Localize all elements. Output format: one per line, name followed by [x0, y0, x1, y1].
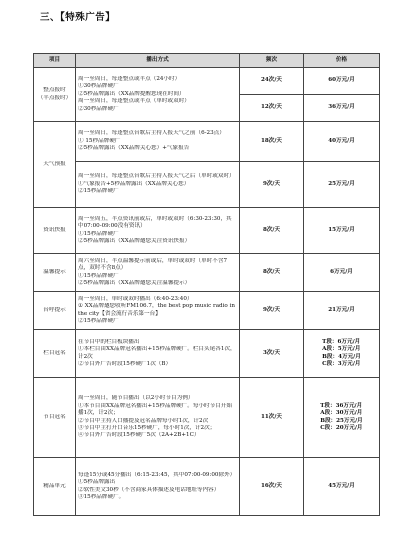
row-price: 60万元/月	[304, 68, 380, 95]
row-broadcast-method: 在节目中的栏目板块播出 ①本栏目由XX品牌冠名播出+15秒品牌硬广。栏目头尾各1次，计2次 ②节目外广告时段15秒硬广1次（B）	[76, 330, 240, 378]
row-item: 台呼提示	[34, 292, 76, 330]
row-item: 整点报时 （半点报时）	[34, 68, 76, 122]
row-item: 天气预报	[34, 122, 76, 208]
row-price: 15万元/月	[304, 208, 380, 254]
row-item: 精品单元	[34, 458, 76, 516]
row-frequency: 12次/天	[240, 95, 304, 122]
table-row	[34, 162, 380, 208]
row-item: 节目冠名	[34, 378, 76, 458]
row-price: T段：36万元/月 A段：30万元/月 B段：25万元/月 C段：20万元/月	[304, 378, 380, 458]
row-broadcast-method: 周一至周日，每逢整点台歌后主持人报天气之后（单时或双时） ①气象报告+5秒品牌露出（XX品牌关心您） ②15秒品牌硬广	[76, 162, 240, 208]
row-frequency: 8次/天	[240, 254, 304, 292]
row-item: 栏目冠名	[34, 330, 76, 378]
row-frequency: 24次/天	[240, 68, 304, 95]
table-row	[34, 254, 380, 292]
row-price: 40万元/月	[304, 122, 380, 162]
header-broadcast-method: 播出方式	[76, 54, 240, 68]
row-broadcast-method: 周一至周日，每逢整点台歌后主持人报天气之前（6-23点） ① 15秒品牌硬广 ②5秒品牌露出（XX品牌关心您）+气象报告	[76, 122, 240, 162]
row-price: 45万元/月	[304, 458, 380, 516]
header-item: 项目	[34, 54, 76, 68]
row-frequency: 9次/天	[240, 292, 304, 330]
row-price: 36万元/月	[304, 95, 380, 122]
row-price: 21万元/月	[304, 292, 380, 330]
table-row	[34, 208, 380, 254]
table-row	[34, 292, 380, 330]
row-frequency: 16次/天	[240, 458, 304, 516]
table-row	[34, 68, 380, 95]
row-broadcast-method: 周一至周日，单时或双时播出（6:40-23:40） ① XX品牌邀您收听FM106.7，the best pop music radio in the city【省会流行音乐第一台】 ②15秒品牌硬广	[76, 292, 240, 330]
row-frequency: 3次/天	[240, 330, 304, 378]
table-row	[34, 330, 380, 378]
row-broadcast-method: 周一至周日，每逢整点或半点（24小时） ①30秒品牌硬广 ②5秒品牌露出（XX品牌提醒您现在时间） 周一至周日，每逢整点或半点（单时或双时） ②30秒品牌硬广	[76, 68, 240, 122]
row-broadcast-method: 每逢15分或45分播出（6:15-23:45，其中07:00-09:00除外） ①5秒品牌露出 ②软性美文30秒（不含商家具体描述及电话地址等内容） ③15秒品牌硬广。	[76, 458, 240, 516]
row-frequency: 8次/天	[240, 208, 304, 254]
header-frequency: 频次	[240, 54, 304, 68]
row-frequency: 18次/天	[240, 122, 304, 162]
row-price: 6万元/月	[304, 254, 380, 292]
section-title: 三、【特殊广告】	[40, 12, 116, 23]
row-item: 温馨提示	[34, 254, 76, 292]
row-broadcast-method: 周六至周日，半点温馨提示前或后，单时或双时（单时不含7点，双时不含8点） ①15秒品牌硬广 ②5秒品牌露出（XX品牌邀您关注温馨提示）	[76, 254, 240, 292]
row-broadcast-method: 周一至周五，半点资讯前或后，单时或双时（6:30-23:30，其中07:00-09:00没有资讯） ①15秒品牌硬广 ②5秒品牌露出（XX品牌邀您关注资讯快报）	[76, 208, 240, 254]
row-frequency: 9次/天	[240, 162, 304, 208]
table-row	[34, 458, 380, 516]
special-ads-table	[33, 53, 380, 516]
row-frequency: 11次/天	[240, 378, 304, 458]
table-header-row	[34, 54, 380, 68]
table-row	[34, 378, 380, 458]
row-broadcast-method: 周一至周日，随节目播出（以2小时节目为例） ①本节目由XX品牌冠名播出+15秒品牌硬广。每小时节目开始播1次，计2次； ②节目中主持人口播提及冠名品牌每小时1次，计2次 ③节目中主打开口音乐15秒硬广，每小时1次，计2次； ④节目外广告时段15秒硬广5次（2A+2B+1C）	[76, 378, 240, 458]
row-item: 资讯快报	[34, 208, 76, 254]
row-price: 25万元/月	[304, 162, 380, 208]
table-row	[34, 122, 380, 162]
header-price: 价格	[304, 54, 380, 68]
row-price: T段：6万元/月 A段：5万元/月 B段：4万元/月 C段：3万元/月	[304, 330, 380, 378]
